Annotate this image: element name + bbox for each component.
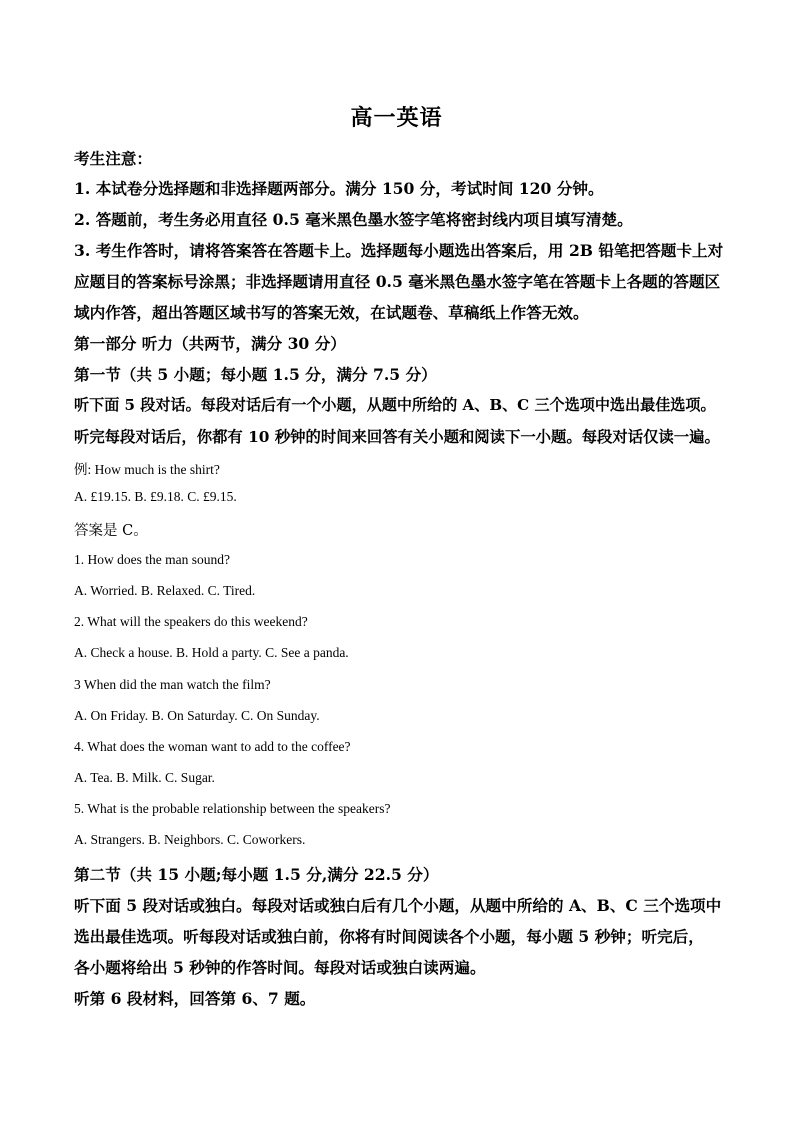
question-3-options: A. On Friday. B. On Saturday. C. On Sunday. <box>74 708 320 723</box>
question-4: 4. What does the woman want to add to the coffee? <box>74 739 351 754</box>
notice-heading: 考生注意： <box>74 149 152 168</box>
question-4-options: A. Tea. B. Milk. C. Sugar. <box>74 770 215 785</box>
page-title: 高一英语 <box>350 105 443 131</box>
example-question: 例: How much is the shirt? <box>74 462 220 477</box>
notice-item-3-cont-2: 域内作答，超出答题区域书写的答案无效，在试题卷、草稿纸上作答无效。 <box>74 303 589 322</box>
part1-heading: 第一部分 听力（共两节，满分 30 分） <box>74 334 346 353</box>
notice-item-1: 1. 本试卷分选择题和非选择题两部分。满分 150 分，考试时间 120 分钟。 <box>74 179 604 198</box>
question-3: 3 When did the man watch the film? <box>74 677 271 692</box>
question-5-options: A. Strangers. B. Neighbors. C. Coworkers. <box>74 832 306 847</box>
question-2: 2. What will the speakers do this weekend? <box>74 614 308 629</box>
material-6-heading: 听第 6 段材料，回答第 6、7 题。 <box>74 989 316 1008</box>
section2-instructions-1: 听下面 5 段对话或独白。每段对话或独白后有几个小题，从题中所给的 A、B、C 三个选项中 <box>74 896 722 915</box>
notice-item-2: 2. 答题前，考生务必用直径 0.5 毫米黑色墨水签字笔将密封线内项目填写清楚。 <box>74 210 633 229</box>
section1-heading: 第一节（共 5 小题；每小题 1.5 分，满分 7.5 分） <box>74 365 437 384</box>
section1-instructions-1: 听下面 5 段对话。每段对话后有一个小题，从题中所给的 A、B、C 三个选项中选出最佳选项。 <box>74 396 716 414</box>
example-options: A. £19.15. B. £9.18. C. £9.15. <box>74 489 237 504</box>
question-2-options: A. Check a house. B. Hold a party. C. See a panda. <box>74 645 349 660</box>
notice-item-3: 3. 考生作答时，请将答案答在答题卡上。选择题每小题选出答案后，用 2B 铅笔把答题卡上对 <box>74 241 724 260</box>
question-5: 5. What is the probable relationship between the speakers? <box>74 801 391 816</box>
question-1: 1. How does the man sound? <box>74 552 230 567</box>
example-answer: 答案是 C。 <box>74 523 148 539</box>
notice-item-3-cont-1: 应题目的答案标号涂黑；非选择题请用直径 0.5 毫米黑色墨水签字笔在答题卡上各题的答题区 <box>74 272 721 291</box>
section2-instructions-3: 各小题将给出 5 秒钟的作答时间。每段对话或独白读两遍。 <box>74 958 486 977</box>
question-1-options: A. Worried. B. Relaxed. C. Tired. <box>74 583 256 598</box>
section2-instructions-2: 选出最佳选项。听每段对话或独白前，你将有时间阅读各个小题，每小题 5 秒钟；听完后， <box>74 927 704 946</box>
section2-heading: 第二节（共 15 小题;每小题 1.5 分,满分 22.5 分） <box>74 865 439 884</box>
section1-instructions-2: 听完每段对话后，你都有 10 秒钟的时间来回答有关小题和阅读下一小题。每段对话仅读一遍。 <box>74 428 720 446</box>
